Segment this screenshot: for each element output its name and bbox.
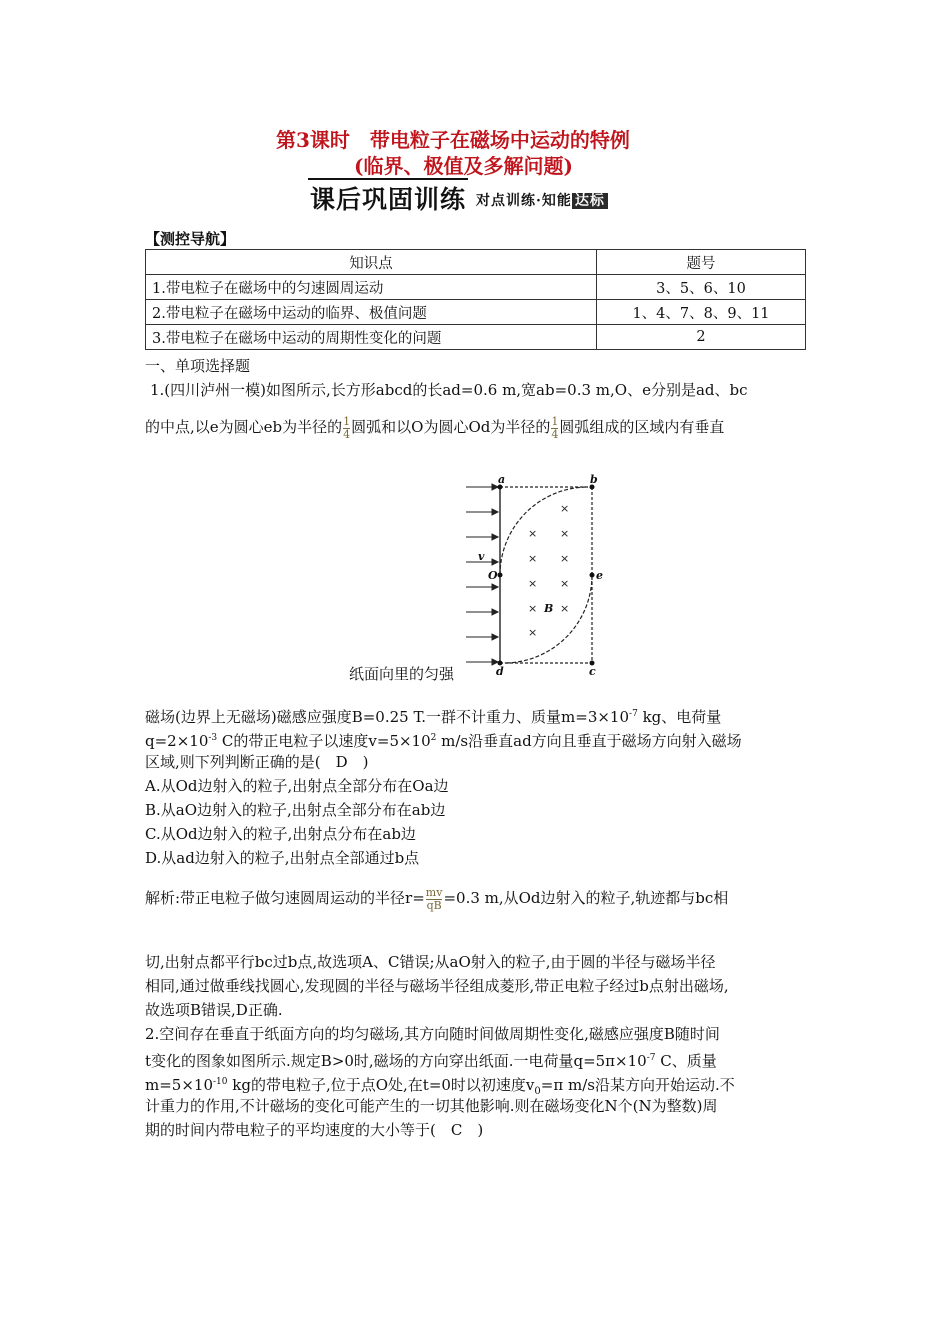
q2-line1: 2.空间存在垂直于纸面方向的均匀磁场,其方向随时间做周期性变化,磁感应强度B随时间 (145, 1025, 720, 1043)
radius-fraction (426, 887, 443, 912)
field-x: × (560, 527, 570, 540)
q2-line3-text: m=5×10 (145, 1076, 213, 1094)
banner-sub-right: 达标 (572, 193, 608, 209)
field-x: × (560, 602, 570, 615)
option-a: A.从Od边射入的粒子,出射点全部分布在Oa边 (145, 777, 449, 795)
arrowhead (492, 609, 498, 615)
field-x: × (528, 626, 538, 639)
field-x: × (528, 552, 538, 565)
label-v: v (478, 550, 485, 563)
frac-num: 1 (551, 414, 559, 428)
table-row (146, 325, 806, 350)
q1-analysis-line1 (145, 886, 728, 912)
q1-line3 (145, 702, 721, 729)
frac-den: qB (426, 898, 442, 912)
arrowhead (492, 634, 498, 640)
page-subtitle: (临界、极值及多解问题) (354, 154, 573, 178)
banner-main: 课后巩固训练 (310, 185, 467, 214)
arrowhead (492, 534, 498, 540)
banner-sub-left: 对点训练·知能 (476, 193, 572, 209)
frac-num: mv (425, 885, 443, 899)
q2-line3-end: =π m/s沿某方向开始运动.不 (540, 1076, 735, 1094)
q2-line3-exp: -10 (213, 1077, 228, 1087)
option-d: D.从ad边射入的粒子,出射点全部通过b点 (145, 849, 420, 867)
arrowhead (492, 559, 498, 565)
analysis-part-b: =0.3 m,从Od边射入的粒子,轨迹都与bc相 (443, 889, 729, 907)
row-numbers: 1、4、7、8、9、11 (597, 300, 806, 325)
q1-line4-text: q=2×10 (145, 732, 209, 750)
row-topic: 3.带电粒子在磁场中运动的周期性变化的问题 (146, 325, 597, 350)
q1-line5: 区域,则下列判断正确的是( D ) (145, 753, 369, 771)
label-a: a (498, 473, 506, 486)
column-header-topic: 知识点 (146, 250, 597, 275)
analysis-part-a: 解析:带正电粒子做匀速圆周运动的半径r= (145, 889, 425, 907)
frac-den: 4 (343, 427, 351, 441)
q1-line3-end: kg、电荷量 (637, 708, 722, 726)
q2-line2-text: t变化的图象如图所示.规定B>0时,磁场的方向穿出纸面.一电荷量q=5π×10 (145, 1052, 647, 1070)
arc-lower (504, 575, 592, 663)
figure-caption: 纸面向里的匀强 (349, 665, 455, 683)
q2-line2-exp: -7 (646, 1053, 656, 1063)
q1-line4-exp2: 2 (430, 733, 437, 743)
q2-line2-end: C、质量 (655, 1052, 717, 1070)
table-row (146, 275, 806, 300)
label-b-field: B (544, 602, 554, 615)
q1-line2a: 的中点,以e为圆心eb为半径的 (145, 418, 343, 436)
field-x: × (528, 527, 538, 540)
arrowhead (492, 509, 498, 515)
q1-analysis-line4: 故选项B错误,D正确. (145, 1001, 283, 1019)
label-o: O (488, 569, 498, 582)
banner-sub (476, 190, 608, 210)
field-x: × (560, 502, 570, 515)
arrowhead (492, 584, 498, 590)
row-numbers: 3、5、6、10 (597, 275, 806, 300)
magnetic-field-figure (460, 472, 610, 677)
q1-line3-text: 磁场(边界上无磁场)磁感应强度B=0.25 T.一群不计重力、质量m=3×10 (145, 708, 630, 726)
q1-line2b: 圆弧和以O为圆心Od为半径的 (351, 418, 551, 436)
knowledge-table (145, 249, 806, 350)
q2-line5: 期的时间内带电粒子的平均速度的大小等于( C ) (145, 1121, 484, 1139)
column-header-numbers: 题号 (597, 250, 806, 275)
table-header-row (146, 250, 806, 275)
q2-line3-mid: kg的带电粒子,位于点O处,在t=0时以初速度v (227, 1076, 535, 1094)
field-x: × (528, 602, 538, 615)
q1-line2c: 圆弧组成的区域内有垂直 (559, 418, 725, 436)
quarter-fraction (343, 416, 350, 441)
q2-line4: 计重力的作用,不计磁场的变化可能产生的一切其他影响.则在磁场变化N个(N为整数)周 (145, 1097, 718, 1115)
label-c: c (589, 665, 596, 677)
row-topic: 2.带电粒子在磁场中运动的临界、极值问题 (146, 300, 597, 325)
page-title: 第3课时 带电粒子在磁场中运动的特例 (276, 128, 630, 152)
q1-line4-mid: C的带正电粒子以速度v=5×10 (217, 732, 431, 750)
frac-num: 1 (343, 414, 351, 428)
field-x: × (560, 552, 570, 565)
point-e (590, 573, 595, 578)
frac-den: 4 (551, 427, 559, 441)
q1-line4-end: m/s沿垂直ad方向且垂直于磁场方向射入磁场 (436, 732, 742, 750)
label-d: d (496, 665, 504, 677)
row-numbers: 2 (597, 325, 806, 350)
q1-analysis-line2: 切,出射点都平行bc过b点,故选项A、C错误;从aO射入的粒子,由于圆的半径与磁场半径 (145, 953, 716, 971)
option-c: C.从Od边射入的粒子,出射点分布在ab边 (145, 825, 416, 843)
nav-heading: 【测控导航】 (145, 230, 236, 248)
q2-line2 (145, 1046, 717, 1073)
q2-line3-sub: 0 (534, 1086, 541, 1097)
q1-line2 (145, 415, 724, 441)
arc-upper (500, 487, 588, 575)
option-b: B.从aO边射入的粒子,出射点全部分布在ab边 (145, 801, 446, 819)
q1-line3-exp: -7 (629, 709, 638, 719)
field-marks (528, 502, 569, 639)
q1-line4-exp: -3 (208, 733, 218, 743)
q1-analysis-line3: 相同,通过做垂线找圆心,发现圆的半径与磁场半径组成菱形,带正电粒子经过b点射出磁场, (145, 977, 729, 995)
q1-line1: 1.(四川泸州一模)如图所示,长方形abcd的长ad=0.6 m,宽ab=0.3 m,O、e分别是ad、bc (150, 381, 748, 399)
q1-line4 (145, 726, 742, 753)
label-e: e (596, 569, 603, 582)
section-title: 一、单项选择题 (145, 357, 251, 375)
point-o (498, 573, 503, 578)
table-row (146, 300, 806, 325)
quarter-fraction (551, 416, 558, 441)
field-x: × (560, 577, 570, 590)
row-topic: 1.带电粒子在磁场中的匀速圆周运动 (146, 275, 597, 300)
label-b: b (590, 473, 598, 486)
field-x: × (528, 577, 538, 590)
